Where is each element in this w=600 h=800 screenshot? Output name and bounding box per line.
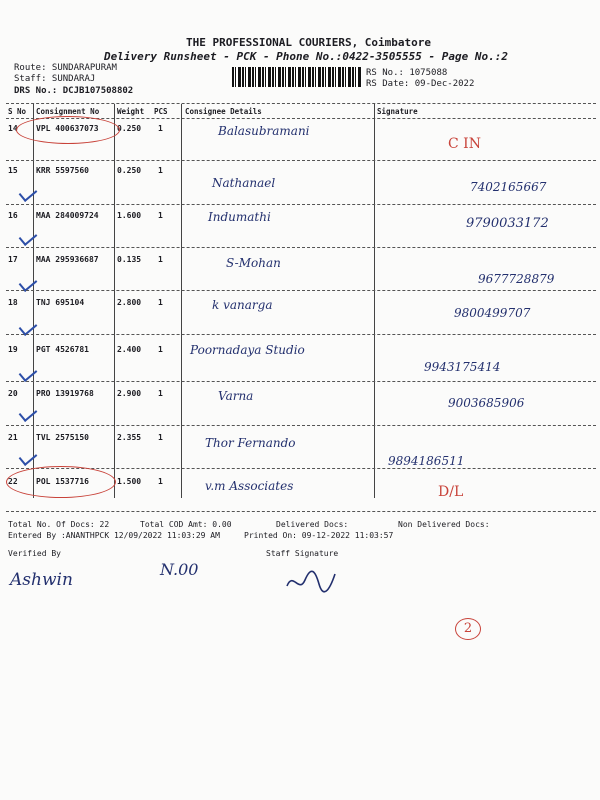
row-consignee-handwriting: Balasubramani [218,124,310,138]
row-pcs: 1 [158,124,163,133]
barcode [232,67,362,87]
row-consignment-no: POL 1537716 [36,477,89,486]
row-divider [6,160,596,161]
row-divider [6,425,596,426]
row-consignment-no: PRO 13919768 [36,389,94,398]
red-circle-mark [6,466,116,498]
check-mark [19,228,38,246]
row-pcs: 1 [158,345,163,354]
row-sno: 17 [8,255,18,264]
col-divider [33,104,34,498]
row-sno: 20 [8,389,18,398]
drs-number: DRS No.: DCJB107508802 [14,86,134,96]
row-consignment-no: TVL 2575150 [36,433,89,442]
rs-date: RS Date: 09-Dec-2022 [366,79,475,89]
col-header-weight: Weight [117,107,145,116]
col-header-consignee: Consignee Details [185,107,262,116]
row-signature-handwriting: D/L [438,484,464,500]
row-consignment-no: MAA 295936687 [36,255,99,264]
row-weight: 2.900 [117,389,142,398]
row-consignment-no: VPL 400637073 [36,124,99,133]
row-pcs: 1 [158,389,163,398]
row-consignment-no: KRR 5597560 [36,166,89,175]
company-title: THE PROFESSIONAL COURIERS, Coimbatore [186,36,432,49]
col-divider [114,104,115,498]
row-signature-handwriting: 7402165667 [470,180,547,194]
row-signature-handwriting: 9790033172 [466,216,549,231]
row-divider [6,334,596,335]
row-signature-handwriting: 9800499707 [454,306,531,320]
row-sno: 16 [8,211,18,220]
entered-by: Entered By :ANANTHPCK 12/09/2022 11:03:29 AM [8,531,220,540]
row-consignment-no: PGT 4526781 [36,345,89,354]
row-sno: 15 [8,166,18,175]
total-docs: Total No. Of Docs: 22 [8,520,110,529]
staff-signature-label: Staff Signature [266,549,339,558]
delivered-docs: Delivered Docs: [276,520,349,529]
header-top-rule [6,103,596,104]
verifier-signature-handwriting: Ashwin [10,570,73,590]
col-divider [374,104,375,498]
row-sno: 22 [8,477,18,486]
row-consignee-handwriting: S-Mohan [226,256,281,270]
row-sno: 14 [8,124,18,133]
row-pcs: 1 [158,477,163,486]
printed-on: Printed On: 09-12-2022 11:03:57 [244,531,394,540]
row-signature-handwriting: C IN [448,136,481,152]
row-weight: 0.250 [117,124,142,133]
check-mark [19,448,38,466]
row-consignee-handwriting: v.m Associates [205,479,294,493]
page-mark-circle [455,618,481,640]
route-label: Route: SUNDARAPURAM [14,63,117,73]
row-consignee-handwriting: Varna [218,389,254,403]
row-sno: 18 [8,298,18,307]
row-pcs: 1 [158,211,163,220]
row-weight: 0.250 [117,166,142,175]
page-mark-number: 2 [463,621,473,636]
row-divider [6,247,596,248]
row-signature-handwriting: 9003685906 [448,396,525,410]
rs-number: RS No.: 1075088 [366,68,448,78]
row-divider [6,381,596,382]
row-weight: 0.135 [117,255,142,264]
row-consignee-handwriting: Indumathi [208,210,271,224]
check-mark [19,404,38,422]
col-header-signature: Signature [377,107,418,116]
row-sno: 19 [8,345,18,354]
non-delivered-docs: Non Delivered Docs: [398,520,490,529]
total-cod-amount: Total COD Amt: 0.00 [140,520,232,529]
row-signature-handwriting: 9894186511 [388,454,465,468]
check-mark [19,184,38,202]
row-consignee-handwriting: Poornadaya Studio [190,343,305,357]
col-header-sno: S No [8,107,27,116]
row-pcs: 1 [158,255,163,264]
row-sno: 21 [8,433,18,442]
row-weight: 1.500 [117,477,142,486]
amount-handwriting: N.00 [160,560,199,579]
row-pcs: 1 [158,433,163,442]
row-consignment-no: TNJ 695104 [36,298,85,307]
col-divider [181,104,182,498]
col-header-consignment: Consignment No [36,107,100,116]
verified-by-label: Verified By [8,549,61,558]
col-header-pcs: PCS [154,107,168,116]
row-pcs: 1 [158,298,163,307]
row-consignee-handwriting: Thor Fernando [205,436,296,450]
row-weight: 2.355 [117,433,142,442]
row-divider [6,204,596,205]
row-weight: 2.400 [117,345,142,354]
red-circle-mark [16,116,120,144]
check-mark [19,364,38,382]
staff-signature-scribble [283,566,343,596]
row-weight: 2.800 [117,298,142,307]
row-pcs: 1 [158,166,163,175]
table-bottom-rule [6,511,596,512]
row-signature-handwriting: 9943175414 [424,360,501,374]
runsheet-title: Delivery Runsheet - PCK - Phone No.:0422-3505555 - Page No.:2 [104,50,508,63]
row-signature-handwriting: 9677728879 [478,272,555,286]
row-consignment-no: MAA 284009724 [36,211,99,220]
row-consignee-handwriting: Nathanael [212,176,276,190]
row-consignee-handwriting: k vanarga [212,298,273,312]
staff-label: Staff: SUNDARAJ [14,74,96,84]
row-weight: 1.600 [117,211,142,220]
row-divider [6,290,596,291]
